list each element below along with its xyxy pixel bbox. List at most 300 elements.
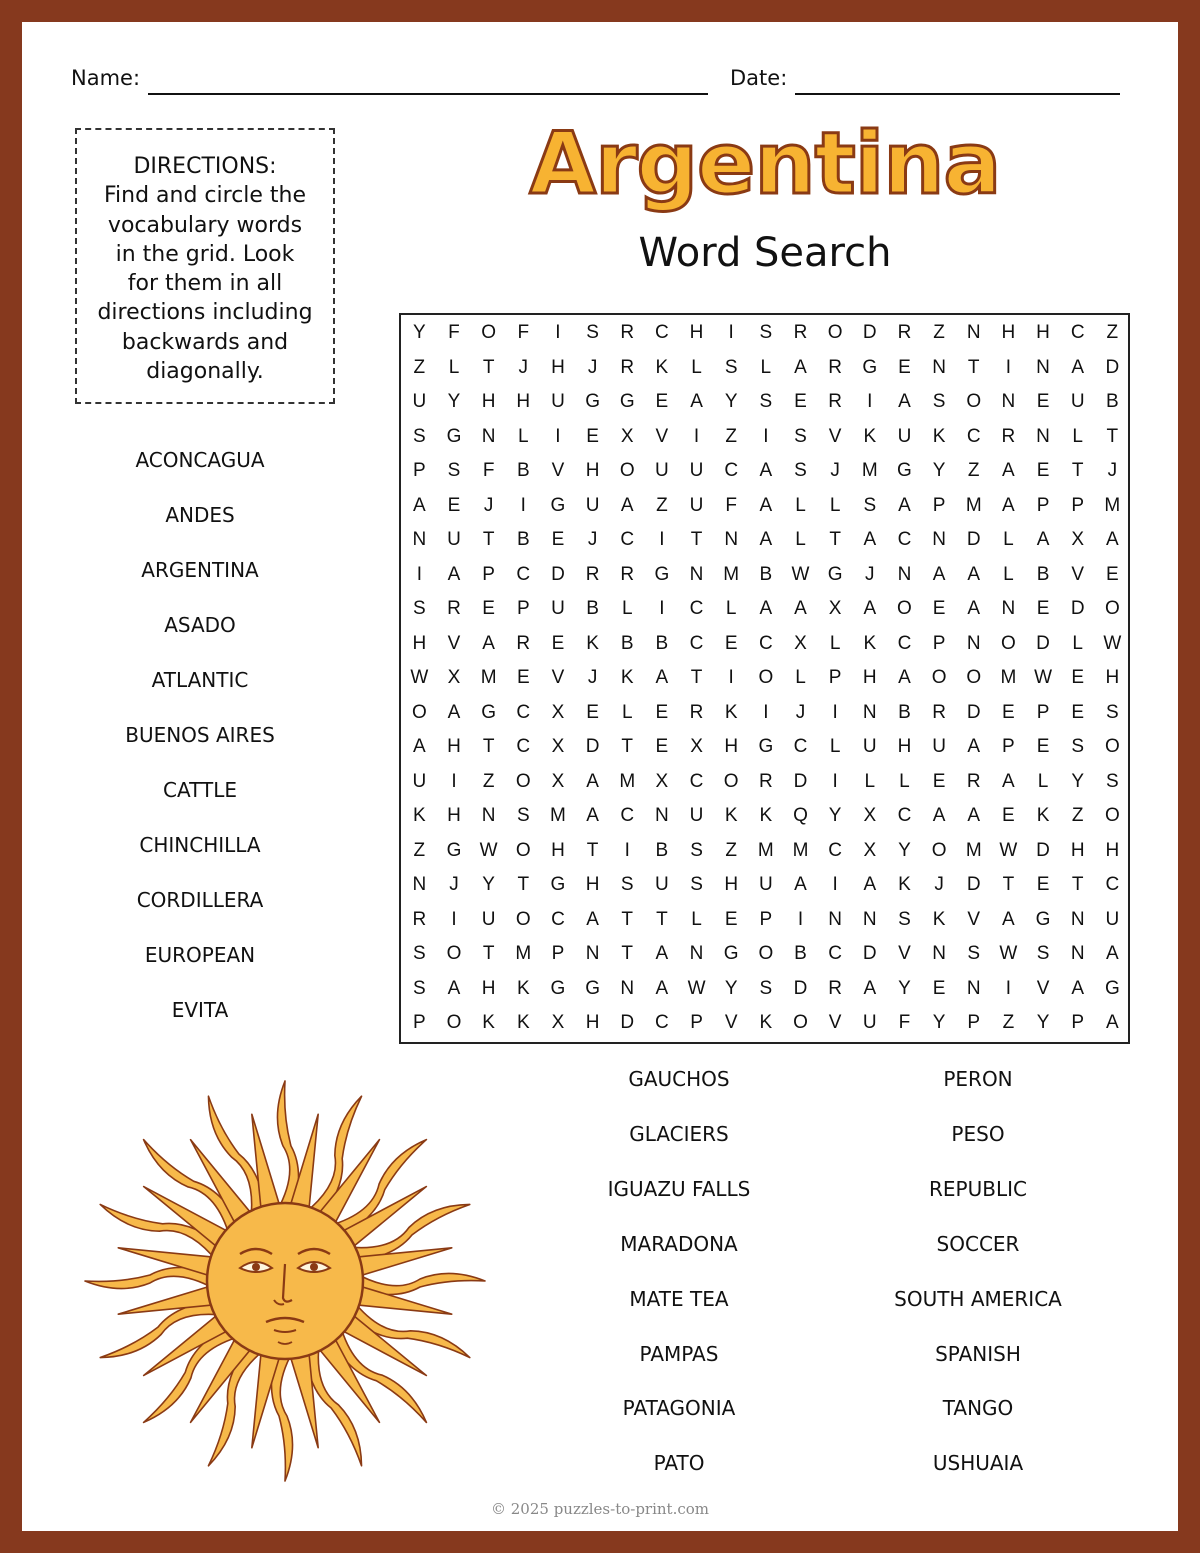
- grid-letter[interactable]: U: [862, 1012, 877, 1033]
- grid-letter[interactable]: W: [791, 563, 810, 585]
- grid-letter[interactable]: G: [827, 563, 843, 585]
- grid-letter[interactable]: I: [1005, 977, 1012, 999]
- grid-letter[interactable]: F: [725, 494, 737, 516]
- grid-letter[interactable]: E: [932, 598, 946, 619]
- grid-letter[interactable]: A: [932, 563, 946, 585]
- grid-letter[interactable]: V: [967, 908, 981, 930]
- grid-letter[interactable]: R: [689, 701, 704, 723]
- grid-letter[interactable]: Y: [898, 977, 911, 999]
- grid-letter[interactable]: D: [966, 701, 981, 723]
- grid-letter[interactable]: Y: [1071, 770, 1085, 792]
- grid-letter[interactable]: U: [1070, 391, 1085, 412]
- grid-letter[interactable]: T: [1071, 874, 1084, 895]
- grid-letter[interactable]: V: [828, 1012, 842, 1033]
- grid-letter[interactable]: D: [620, 1012, 635, 1033]
- grid-letter[interactable]: N: [1070, 908, 1085, 930]
- grid-letter[interactable]: A: [1106, 943, 1119, 964]
- grid-letter[interactable]: D: [1036, 632, 1050, 654]
- grid-letter[interactable]: I: [624, 839, 630, 861]
- grid-letter[interactable]: S: [932, 391, 946, 412]
- grid-letter[interactable]: Q: [793, 805, 808, 826]
- grid-letter[interactable]: O: [931, 839, 947, 861]
- grid-letter[interactable]: C: [966, 425, 981, 447]
- grid-letter[interactable]: U: [758, 874, 773, 895]
- grid-letter[interactable]: N: [655, 805, 669, 826]
- grid-letter[interactable]: U: [689, 494, 704, 516]
- grid-letter[interactable]: N: [481, 805, 496, 826]
- grid-letter[interactable]: V: [1036, 977, 1050, 999]
- grid-letter[interactable]: C: [689, 598, 704, 619]
- grid-letter[interactable]: Y: [932, 460, 946, 481]
- grid-letter[interactable]: A: [586, 908, 599, 930]
- grid-letter[interactable]: U: [481, 908, 496, 930]
- grid-letter[interactable]: X: [828, 598, 842, 619]
- grid-letter[interactable]: D: [793, 770, 808, 792]
- grid-letter[interactable]: H: [447, 736, 461, 757]
- grid-letter[interactable]: O: [411, 701, 427, 723]
- grid-letter[interactable]: I: [693, 425, 700, 447]
- grid-letter[interactable]: O: [1104, 598, 1120, 619]
- grid-letter[interactable]: A: [586, 805, 599, 826]
- grid-letter[interactable]: L: [1003, 529, 1014, 550]
- grid-letter[interactable]: C: [620, 805, 635, 826]
- grid-letter[interactable]: Z: [1106, 322, 1119, 343]
- grid-letter[interactable]: A: [898, 667, 911, 688]
- grid-letter[interactable]: N: [1070, 943, 1085, 964]
- grid-letter[interactable]: H: [481, 391, 496, 412]
- grid-letter[interactable]: N: [1001, 391, 1016, 412]
- grid-letter[interactable]: X: [551, 770, 565, 792]
- grid-letter[interactable]: P: [1036, 494, 1050, 516]
- grid-letter[interactable]: B: [655, 632, 669, 654]
- grid-letter[interactable]: A: [967, 598, 981, 619]
- grid-letter[interactable]: Y: [447, 391, 461, 412]
- grid-letter[interactable]: C: [897, 632, 912, 654]
- grid-letter[interactable]: L: [795, 494, 806, 516]
- grid-letter[interactable]: K: [759, 1012, 773, 1033]
- grid-letter[interactable]: U: [897, 425, 912, 447]
- grid-letter[interactable]: M: [965, 494, 982, 516]
- grid-letter[interactable]: P: [413, 460, 426, 481]
- grid-letter[interactable]: V: [551, 667, 565, 688]
- grid-letter[interactable]: X: [863, 805, 877, 826]
- grid-letter[interactable]: A: [759, 598, 773, 619]
- grid-letter[interactable]: A: [413, 494, 426, 516]
- grid-letter[interactable]: R: [828, 977, 842, 999]
- grid-letter[interactable]: I: [451, 908, 457, 930]
- grid-letter[interactable]: A: [1106, 529, 1119, 550]
- grid-letter[interactable]: Y: [724, 391, 738, 412]
- grid-letter[interactable]: E: [586, 425, 599, 447]
- grid-letter[interactable]: H: [689, 322, 704, 343]
- grid-letter[interactable]: L: [621, 598, 633, 619]
- grid-letter[interactable]: H: [447, 805, 461, 826]
- grid-letter[interactable]: H: [585, 460, 600, 481]
- grid-letter[interactable]: A: [1036, 529, 1050, 550]
- grid-letter[interactable]: L: [517, 425, 529, 447]
- grid-letter[interactable]: R: [966, 770, 981, 792]
- grid-letter[interactable]: U: [447, 529, 461, 550]
- grid-letter[interactable]: X: [447, 667, 461, 688]
- grid-letter[interactable]: B: [1036, 563, 1050, 585]
- grid-letter[interactable]: D: [966, 529, 981, 550]
- grid-letter[interactable]: A: [967, 736, 981, 757]
- grid-letter[interactable]: G: [481, 701, 497, 723]
- grid-letter[interactable]: L: [795, 529, 806, 550]
- grid-letter[interactable]: I: [659, 529, 665, 550]
- grid-letter[interactable]: S: [413, 425, 426, 447]
- grid-letter[interactable]: D: [585, 736, 600, 757]
- grid-letter[interactable]: G: [1104, 977, 1120, 999]
- grid-letter[interactable]: A: [655, 977, 669, 999]
- grid-letter[interactable]: O: [897, 598, 912, 619]
- grid-letter[interactable]: A: [967, 805, 981, 826]
- grid-letter[interactable]: P: [759, 908, 773, 930]
- grid-letter[interactable]: L: [691, 356, 702, 378]
- grid-letter[interactable]: O: [758, 943, 774, 964]
- grid-letter[interactable]: V: [898, 943, 911, 964]
- grid-letter[interactable]: Y: [932, 1012, 946, 1033]
- grid-letter[interactable]: C: [758, 632, 773, 654]
- grid-letter[interactable]: D: [862, 322, 877, 343]
- grid-letter[interactable]: W: [687, 977, 706, 999]
- grid-letter[interactable]: H: [862, 667, 877, 688]
- grid-letter[interactable]: E: [1071, 667, 1085, 688]
- grid-letter[interactable]: A: [794, 874, 807, 895]
- grid-letter[interactable]: G: [585, 977, 600, 999]
- grid-letter[interactable]: W: [479, 839, 498, 861]
- grid-letter[interactable]: X: [620, 425, 634, 447]
- grid-letter[interactable]: N: [862, 908, 877, 930]
- grid-letter[interactable]: S: [967, 943, 981, 964]
- grid-letter[interactable]: T: [482, 356, 495, 378]
- grid-letter[interactable]: D: [551, 563, 565, 585]
- grid-letter[interactable]: T: [690, 529, 703, 550]
- grid-letter[interactable]: S: [724, 356, 738, 378]
- grid-letter[interactable]: A: [1106, 1012, 1119, 1033]
- grid-letter[interactable]: A: [1002, 460, 1015, 481]
- grid-letter[interactable]: U: [689, 460, 704, 481]
- grid-letter[interactable]: K: [1036, 805, 1050, 826]
- grid-letter[interactable]: P: [932, 494, 946, 516]
- grid-letter[interactable]: G: [446, 839, 462, 861]
- grid-letter[interactable]: O: [1104, 805, 1120, 826]
- grid-letter[interactable]: R: [758, 770, 773, 792]
- grid-letter[interactable]: A: [863, 529, 877, 550]
- grid-letter[interactable]: N: [966, 977, 981, 999]
- grid-letter[interactable]: D: [862, 943, 877, 964]
- grid-letter[interactable]: N: [1001, 598, 1016, 619]
- grid-letter[interactable]: B: [516, 529, 530, 550]
- grid-letter[interactable]: N: [689, 563, 704, 585]
- grid-letter[interactable]: U: [689, 805, 704, 826]
- grid-letter[interactable]: H: [1036, 322, 1050, 343]
- grid-letter[interactable]: A: [863, 598, 877, 619]
- grid-letter[interactable]: B: [620, 632, 634, 654]
- grid-letter[interactable]: C: [1070, 322, 1085, 343]
- grid-letter[interactable]: G: [897, 460, 912, 481]
- grid-letter[interactable]: V: [655, 425, 669, 447]
- grid-letter[interactable]: T: [482, 529, 495, 550]
- grid-letter[interactable]: Y: [482, 874, 495, 895]
- grid-letter[interactable]: M: [757, 839, 774, 861]
- grid-letter[interactable]: A: [1071, 977, 1085, 999]
- grid-letter[interactable]: X: [794, 632, 807, 654]
- grid-letter[interactable]: E: [724, 908, 738, 930]
- grid-letter[interactable]: K: [898, 874, 911, 895]
- grid-letter[interactable]: K: [932, 425, 946, 447]
- grid-letter[interactable]: M: [1104, 494, 1121, 516]
- grid-letter[interactable]: E: [932, 770, 946, 792]
- grid-letter[interactable]: G: [723, 943, 739, 964]
- grid-letter[interactable]: R: [932, 701, 946, 723]
- grid-letter[interactable]: E: [794, 391, 807, 412]
- grid-letter[interactable]: W: [999, 943, 1018, 964]
- grid-letter[interactable]: K: [863, 632, 877, 654]
- grid-letter[interactable]: H: [724, 736, 739, 757]
- grid-letter[interactable]: W: [999, 839, 1018, 861]
- grid-letter[interactable]: R: [447, 598, 461, 619]
- grid-letter[interactable]: K: [482, 1012, 495, 1033]
- grid-letter[interactable]: P: [967, 1012, 981, 1033]
- grid-letter[interactable]: E: [1036, 598, 1050, 619]
- grid-letter[interactable]: E: [1036, 391, 1050, 412]
- grid-letter[interactable]: M: [1000, 667, 1017, 688]
- grid-letter[interactable]: D: [793, 977, 808, 999]
- grid-letter[interactable]: N: [897, 563, 912, 585]
- grid-letter[interactable]: H: [585, 1012, 600, 1033]
- grid-letter[interactable]: X: [863, 839, 877, 861]
- grid-letter[interactable]: E: [655, 736, 669, 757]
- grid-letter[interactable]: C: [551, 908, 565, 930]
- grid-letter[interactable]: A: [413, 736, 426, 757]
- grid-letter[interactable]: C: [793, 736, 808, 757]
- grid-letter[interactable]: U: [585, 494, 600, 516]
- grid-letter[interactable]: U: [932, 736, 946, 757]
- grid-letter[interactable]: M: [480, 667, 497, 688]
- grid-letter[interactable]: U: [655, 874, 669, 895]
- grid-letter[interactable]: S: [794, 425, 807, 447]
- grid-letter[interactable]: O: [1001, 632, 1016, 654]
- grid-letter[interactable]: Z: [482, 770, 495, 792]
- grid-letter[interactable]: J: [1107, 460, 1118, 481]
- grid-letter[interactable]: J: [934, 874, 944, 895]
- grid-letter[interactable]: A: [794, 598, 807, 619]
- grid-letter[interactable]: H: [481, 977, 496, 999]
- grid-letter[interactable]: S: [898, 908, 911, 930]
- grid-letter[interactable]: A: [932, 805, 946, 826]
- grid-letter[interactable]: M: [965, 839, 982, 861]
- grid-letter[interactable]: L: [829, 632, 841, 654]
- grid-letter[interactable]: I: [763, 701, 769, 723]
- grid-letter[interactable]: C: [1105, 874, 1120, 895]
- grid-letter[interactable]: J: [587, 356, 598, 378]
- grid-letter[interactable]: R: [793, 322, 808, 343]
- grid-letter[interactable]: K: [759, 805, 773, 826]
- grid-letter[interactable]: U: [412, 391, 427, 412]
- grid-letter[interactable]: H: [1105, 839, 1120, 861]
- grid-letter[interactable]: E: [551, 632, 565, 654]
- grid-letter[interactable]: A: [620, 494, 634, 516]
- grid-letter[interactable]: L: [621, 701, 633, 723]
- grid-letter[interactable]: G: [654, 563, 670, 585]
- grid-letter[interactable]: M: [792, 839, 809, 861]
- grid-letter[interactable]: K: [620, 667, 634, 688]
- grid-letter[interactable]: C: [897, 805, 912, 826]
- grid-letter[interactable]: N: [828, 908, 842, 930]
- grid-letter[interactable]: S: [1106, 770, 1119, 792]
- grid-letter[interactable]: N: [412, 529, 427, 550]
- grid-letter[interactable]: T: [482, 943, 495, 964]
- grid-letter[interactable]: H: [897, 736, 912, 757]
- grid-letter[interactable]: L: [691, 908, 702, 930]
- grid-letter[interactable]: O: [515, 908, 531, 930]
- grid-letter[interactable]: M: [619, 770, 636, 792]
- grid-letter[interactable]: B: [586, 598, 599, 619]
- grid-letter[interactable]: O: [619, 460, 635, 481]
- grid-letter[interactable]: M: [723, 563, 740, 585]
- grid-letter[interactable]: N: [932, 356, 946, 378]
- grid-letter[interactable]: T: [621, 908, 634, 930]
- grid-letter[interactable]: K: [724, 701, 738, 723]
- grid-letter[interactable]: V: [1071, 563, 1085, 585]
- grid-letter[interactable]: H: [1001, 322, 1016, 343]
- grid-letter[interactable]: I: [797, 908, 804, 930]
- grid-letter[interactable]: P: [1071, 494, 1085, 516]
- grid-letter[interactable]: C: [655, 1012, 669, 1033]
- grid-letter[interactable]: Z: [933, 322, 945, 343]
- grid-letter[interactable]: N: [481, 425, 496, 447]
- grid-letter[interactable]: Y: [413, 322, 426, 343]
- grid-letter[interactable]: L: [829, 736, 841, 757]
- grid-letter[interactable]: Z: [967, 460, 980, 481]
- grid-letter[interactable]: F: [482, 460, 495, 481]
- grid-letter[interactable]: S: [413, 943, 426, 964]
- grid-letter[interactable]: M: [861, 460, 878, 481]
- grid-letter[interactable]: N: [932, 529, 946, 550]
- grid-letter[interactable]: S: [413, 977, 426, 999]
- grid-letter[interactable]: E: [655, 701, 669, 723]
- grid-letter[interactable]: C: [620, 529, 635, 550]
- grid-letter[interactable]: H: [1070, 839, 1085, 861]
- grid-letter[interactable]: T: [586, 839, 599, 861]
- grid-letter[interactable]: Y: [1036, 1012, 1050, 1033]
- grid-letter[interactable]: U: [1105, 908, 1120, 930]
- grid-letter[interactable]: D: [1105, 356, 1120, 378]
- grid-letter[interactable]: A: [1002, 494, 1015, 516]
- grid-letter[interactable]: Z: [725, 839, 737, 861]
- grid-letter[interactable]: J: [587, 667, 598, 688]
- grid-letter[interactable]: T: [621, 943, 634, 964]
- grid-letter[interactable]: C: [516, 563, 531, 585]
- grid-letter[interactable]: A: [447, 563, 461, 585]
- grid-letter[interactable]: J: [865, 563, 875, 585]
- grid-letter[interactable]: S: [690, 839, 703, 861]
- grid-letter[interactable]: T: [967, 356, 980, 378]
- grid-letter[interactable]: O: [481, 322, 497, 343]
- grid-letter[interactable]: L: [760, 356, 772, 378]
- grid-letter[interactable]: A: [447, 977, 461, 999]
- grid-letter[interactable]: I: [832, 770, 838, 792]
- grid-letter[interactable]: E: [1036, 736, 1050, 757]
- grid-letter[interactable]: G: [619, 391, 635, 412]
- grid-letter[interactable]: S: [447, 460, 461, 481]
- grid-letter[interactable]: N: [689, 943, 704, 964]
- grid-letter[interactable]: N: [932, 943, 946, 964]
- grid-letter[interactable]: X: [551, 1012, 565, 1033]
- grid-letter[interactable]: A: [482, 632, 495, 654]
- grid-letter[interactable]: Z: [1002, 1012, 1015, 1033]
- grid-letter[interactable]: I: [555, 425, 561, 447]
- grid-letter[interactable]: T: [1106, 425, 1119, 447]
- grid-letter[interactable]: P: [690, 1012, 703, 1033]
- grid-letter[interactable]: X: [551, 736, 565, 757]
- grid-letter[interactable]: P: [1036, 701, 1050, 723]
- grid-letter[interactable]: S: [1036, 943, 1050, 964]
- grid-letter[interactable]: I: [763, 425, 769, 447]
- grid-letter[interactable]: O: [758, 667, 774, 688]
- grid-letter[interactable]: Z: [656, 494, 668, 516]
- grid-letter[interactable]: T: [1002, 874, 1015, 895]
- grid-letter[interactable]: S: [794, 460, 807, 481]
- grid-letter[interactable]: S: [620, 874, 634, 895]
- grid-letter[interactable]: M: [515, 943, 532, 964]
- grid-letter[interactable]: I: [555, 322, 561, 343]
- grid-letter[interactable]: P: [413, 1012, 426, 1033]
- grid-letter[interactable]: C: [516, 736, 531, 757]
- grid-letter[interactable]: I: [728, 667, 734, 688]
- grid-letter[interactable]: G: [585, 391, 600, 412]
- grid-letter[interactable]: F: [898, 1012, 911, 1033]
- grid-letter[interactable]: E: [1002, 701, 1015, 723]
- grid-letter[interactable]: A: [759, 494, 773, 516]
- grid-letter[interactable]: H: [1105, 667, 1120, 688]
- grid-letter[interactable]: K: [516, 977, 530, 999]
- grid-letter[interactable]: E: [898, 356, 911, 378]
- grid-letter[interactable]: U: [551, 598, 565, 619]
- grid-letter[interactable]: E: [724, 632, 738, 654]
- grid-letter[interactable]: R: [828, 356, 842, 378]
- grid-letter[interactable]: I: [867, 391, 873, 412]
- grid-letter[interactable]: O: [515, 770, 531, 792]
- grid-letter[interactable]: R: [620, 356, 635, 378]
- grid-letter[interactable]: Y: [828, 805, 842, 826]
- grid-letter[interactable]: B: [759, 563, 773, 585]
- grid-letter[interactable]: J: [449, 874, 459, 895]
- grid-letter[interactable]: T: [517, 874, 530, 895]
- grid-letter[interactable]: A: [863, 977, 877, 999]
- grid-letter[interactable]: C: [689, 770, 704, 792]
- grid-letter[interactable]: X: [1071, 529, 1085, 550]
- grid-letter[interactable]: U: [551, 391, 565, 412]
- grid-letter[interactable]: S: [516, 805, 530, 826]
- grid-letter[interactable]: H: [412, 632, 427, 654]
- grid-letter[interactable]: A: [967, 563, 981, 585]
- grid-letter[interactable]: N: [966, 632, 981, 654]
- grid-letter[interactable]: F: [448, 322, 460, 343]
- grid-letter[interactable]: G: [758, 736, 774, 757]
- grid-letter[interactable]: O: [1104, 736, 1120, 757]
- grid-letter[interactable]: S: [1071, 736, 1085, 757]
- grid-letter[interactable]: N: [1036, 425, 1050, 447]
- grid-letter[interactable]: A: [759, 529, 773, 550]
- grid-letter[interactable]: A: [655, 667, 669, 688]
- grid-letter[interactable]: I: [520, 494, 526, 516]
- grid-letter[interactable]: O: [515, 839, 531, 861]
- grid-letter[interactable]: L: [1072, 425, 1083, 447]
- grid-letter[interactable]: B: [655, 839, 669, 861]
- grid-letter[interactable]: J: [795, 701, 806, 723]
